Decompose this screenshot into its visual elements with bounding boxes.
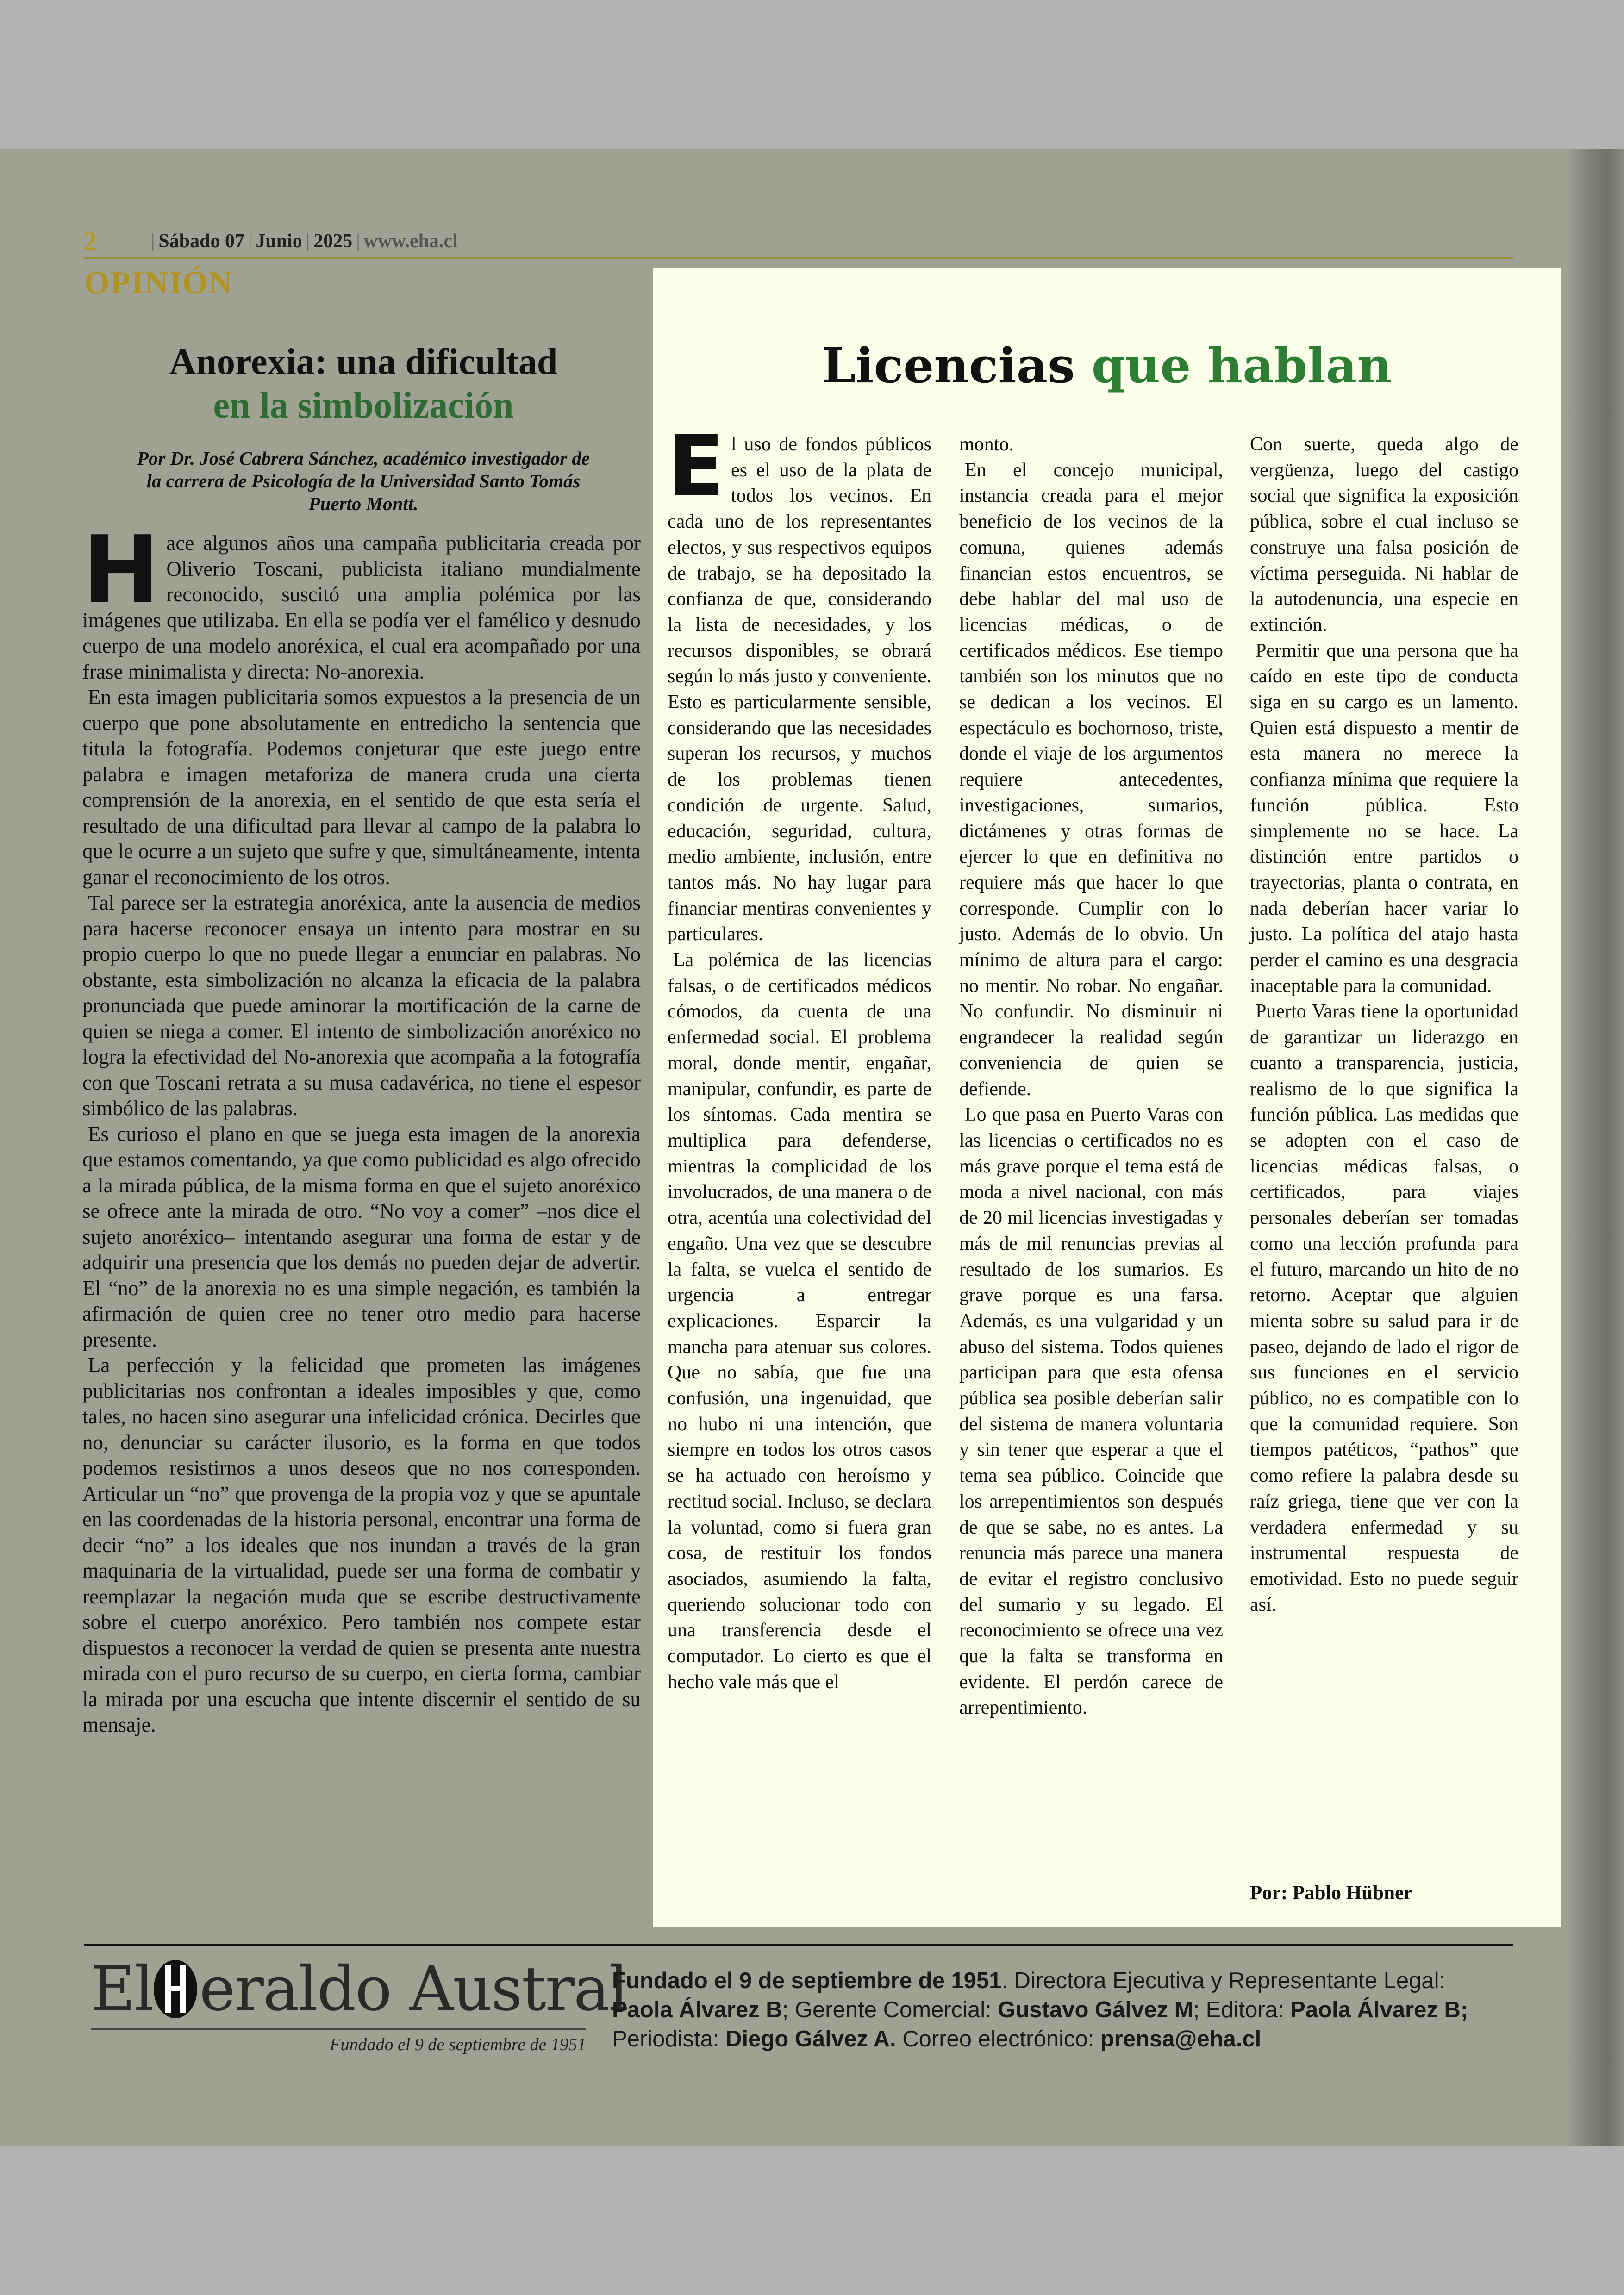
director-label: . Directora Ejecutiva y Representante Legal: <box>1001 1968 1446 1993</box>
right-col3-paragraph-1: Con suerte, queda algo de vergüenza, luego del castigo social que significa la exposición pública, sobre el cual incluso se construye una falsa posición de víctima perseguida. Ni hablar de la autodenuncia, una especie en extinción. <box>1250 434 1518 636</box>
left-paragraph-3: Tal parece ser la estrategia anoréxica, ante la ausencia de medios para hacerse reconocer ensaya un intento para mostrar en su propio cuerpo lo que no puede llegar a enunciar en palabras. No obstante, esta simbolización no alcanza la eficacia de la palabra pronunciada que puede aminorar la mortificación de la carne de quien se niega a comer. El intento de simbolización anoréxico no logra la efectividad del No-anorexia que acompaña a la fotografía con que Toscani retrata a su musa cadavérica, no tiene el espesor simbólico de las palabras. <box>82 891 641 1120</box>
email-label: Correo electrónico: <box>896 2027 1094 2052</box>
right-col2-paragraph-1: En el concejo municipal, instancia creada para el mejor beneficio de los vecinos de la comuna, quienes además financian estos encuentros, se debe hablar del mal uso de licencias médicas, o de certificados médicos. Ese tiempo también son los minutos que no se dedican a los vecinos. El espectáculo es bochornoso, triste, donde el viaje de los argumentos requiere antecedentes, investigaciones, sumarios, dictámenes y otras formas de ejercer lo que en definitiva no requiere más que hacer lo que corresponde. Cumplir con lo justo. Además de lo obvio. Un mínimo de altura para el cargo: no mentir. No robar. No engañar. No confundir. No disminuir ni engrandecer la realidad según conveniencia de quien se defiende. <box>959 459 1223 1100</box>
email-link[interactable]: prensa@eha.cl <box>1100 2027 1262 2052</box>
journalist-name: Diego Gálvez A. <box>725 2027 896 2052</box>
right-title-green: que hablan <box>1091 337 1392 394</box>
founded-date: Fundado el 9 de septiembre de 1951 <box>612 1968 1002 1993</box>
left-article-body <box>82 516 641 1738</box>
section-title: OPINIÓN <box>84 265 233 301</box>
manager-label: ; Gerente Comercial: <box>782 1997 992 2022</box>
page-number: 2 <box>83 226 97 256</box>
right-article-panel <box>653 268 1561 1927</box>
right-col1-paragraph-1-text: l uso de fondos públicos es el uso de la plata de todos los vecinos. En cada uno de los representantes electos, y sus respectivos equipos de trabajo, se ha depositado la confianza de que, considerando la lista de necesidades, y los recursos disponibles, se obrará según lo más justo y conveniente. Esto es particularmente sensible, considerando que las necesidades superan los recursos, y muchos de los problemas tienen condición de urgente. Salud, educación, seguridad, cultura, medio ambiente, inclusión, entre tantos más. No hay lugar para financiar mentiras convenientes y particulares. <box>668 434 931 945</box>
left-paragraph-5: La perfección y la felicidad que prometen las imágenes publicitarias nos confrontan a ideales imposibles y que, como tales, no hacen sino asegurar una infelicidad crónica. Decirles que no, denunciar su carácter ilusorio, es la forma en que todos podemos resistirnos a unos deseos que no nos corresponden. Articular un “no” que provenga de la propia voz y que se apuntale en las coordenadas de la historia personal, encontrar una forma de decir “no” a los ideales que nos inundan a través de la gran maquinaria de la virtualidad, puede ser una forma de combatir y reemplazar la negación muda que se escribe destructivamente sobre el cuerpo anoréxico. Pero también nos compete estar dispuestos a reconocer la verdad de quien se presenta ante nuestra mirada con el puro recurso de su cuerpo, en cierta forma, cambiar la mirada por una escucha que intente discernir el sentido de su mensaje. <box>82 1353 641 1736</box>
right-col3-paragraph-2: Permitir que una persona que ha caído en este tipo de conducta siga en su cargo es un lamento. Quien está dispuesto a mentir de esta manera no merece la confianza mínima que requiere la función pública. Esto simplemente no se hace. La distinción entre partidos o trayectorias, planta o contrata, en nada deberían hacer variar lo justo. La política del atajo hasta perder el camino es una desgracia inaceptable para la comunidad. <box>1250 640 1518 997</box>
logo-rest: eraldo Austral <box>199 1953 628 2025</box>
date-day: Sábado 07 <box>158 231 244 252</box>
left-paragraph-4: Es curioso el plano en que se juega esta imagen de la anorexia que estamos comentando, ya que como publicidad es algo ofrecido a la mirada pública, de la misma forma en que el sujeto anoréxico se ofrece ante la mirada de otro. “No voy a comer” –nos dice el sujeto anoréxico– intentando asegurar una forma de estar y de adquirir una presencia que los demás no pueden dejar de advertir. El “no” de la anorexia no es una simple negación, es también la afirmación de quien cree no tener otro medio para hacerse presente. <box>82 1122 641 1351</box>
editor-name: Paola Álvarez B; <box>1290 1997 1468 2022</box>
left-paragraph-2: En esta imagen publicitaria somos expuestos a la presencia de un cuerpo que pone absolutamente en entredicho la sentencia que titula la fotografía. Podemos conjeturar que este juego entre palabra e imagen metaforiza de manera cruda una cierta comprensión de la anorexia, en el sentido de que esta sería el resultado de una dificultad para llevar al campo de la palabra lo que le ocurre a un sujeto que sufre y que, simultáneamente, intenta ganar el reconocimiento de los otros. <box>82 686 641 889</box>
right-col2-paragraph-2: Lo que pasa en Puerto Varas con las licencias o certificados no es más grave porque el tema está de moda a nivel nacional, con más de 20 mil licencias investigadas y más de mil renuncias previas al resultado de los sumarios. Es grave porque es una farsa. Además, es una vulgaridad y un abuso del sistema. Todos quienes participan para que esta ofensa pública sea posible deberían salir del sistema de manera voluntaria y sin tener que esperar a que el tema sea público. Coincide que los arrepentimientos son después de que se sabe, no es antes. La renuncia más parece una manera de evitar el registro conclusivo del sumario y su legado. El reconocimiento se ofrece una vez que la falta se transforma en evidente. El perdón carece de arrepentimiento. <box>959 1104 1223 1719</box>
right-title-black: Licencias <box>822 337 1075 394</box>
footer-rule <box>84 1944 1513 1946</box>
left-paragraph-1-text: ace algunos años una campaña publicitaria creada por Oliverio Toscani, publicista italiano mundialmente reconocido, suscitó una amplia polémica por las imágenes que utilizaba. En ella se podía ver el famélico y desnudo cuerpo de una modelo anoréxica, el cual era acompañado por una frase minimalista y directa: No-anorexia. <box>82 531 641 683</box>
right-article-signature: Por: Pablo Hübner <box>1250 1882 1413 1904</box>
right-col2-continuation: monto. <box>959 434 1014 455</box>
right-col3-paragraph-3: Puerto Varas tiene la oportunidad de garantizar un liderazgo en cuanto a transparencia, justicia, realismo de lo que significa la función pública. Las medidas que se adopten con el caso de licencias médicas falsas, o certificados, para viajes personales deberían ser tomadas como una lección profunda para el futuro, marcando un hito de no retorno. Aceptar que alguien mienta sobre su salud para ir de paseo, dejando de lado el rigor de sus funciones en el servicio público, no es compatible con lo que la comunidad requiere. Son tiempos patéticos, “pathos” que como refiere la palabra desde su raíz griega, tiene que ver con la verdadera enfermedad y su instrumental respuesta de emotividad. Esto no puede seguir así. <box>1250 1001 1518 1615</box>
journalist-label: Periodista: <box>612 2027 719 2052</box>
dateline: | Sábado 07 | Junio | 2025 | www.eha.cl <box>151 231 458 252</box>
logo-h-emblem-icon <box>153 1959 198 2019</box>
website-link[interactable]: www.eha.cl <box>363 231 458 252</box>
logo-prefix: El <box>91 1953 153 2025</box>
header-rule <box>84 257 1513 259</box>
right-column-3 <box>1250 432 1518 1618</box>
right-column-2 <box>959 432 1223 1721</box>
logo-tagline: Fundado el 9 de septiembre de 1951 <box>330 2035 586 2054</box>
left-article-byline: Por Dr. José Cabrera Sánchez, académico investigador de la carrera de Psicología de la Universidad Santo Tomás Puerto Montt. <box>137 448 590 514</box>
logo-wordmark <box>91 1953 628 2025</box>
right-article-title <box>653 337 1561 394</box>
newspaper-logo <box>91 1953 628 2054</box>
logo-underline <box>91 2028 586 2030</box>
left-title-line2: en la simbolización <box>213 385 514 426</box>
left-article-title <box>84 340 643 427</box>
manager-name: Gustavo Gálvez M <box>998 1997 1193 2022</box>
right-col1-paragraph-2: La polémica de las licencias falsas, o de certificados médicos cómodos, da cuenta de una enfermedad social. El problema moral, donde mentir, engañar, manipular, confundir, es parte de los síntomas. Cada mentira se multiplica para defenderse, mientras la complicidad de los involucrados, de una manera o de otra, acentúa una colectividad del engaño. Una vez que se descubre la falta, se vuelca el sentido de urgencia a entregar explicaciones. Esparcir la mancha para atenuar sus colores. Que no sabía, que fue una confusión, una ingenuidad, que no hubo ni una intención, que siempre en todos los otros casos se ha actuado con heroísmo y rectitud social. Incluso, se declara la voluntad, como si fuera gran cosa, de restituir los fondos asociados, asumiendo la falta, queriendo solucionar todo con una transferencia desde el computador. Lo cierto es que el hecho vale más que el <box>668 949 931 1693</box>
right-column-1 <box>668 418 931 1695</box>
date-year: 2025 <box>313 231 353 252</box>
page-gutter-shadow <box>1568 149 1624 2146</box>
right-col1-paragraph-1 <box>668 418 931 948</box>
director-name: Paola Álvarez B <box>612 1997 782 2022</box>
date-month: Junio <box>256 231 302 252</box>
left-title-line1: Anorexia: una dificultad <box>169 342 558 382</box>
left-paragraph-1 <box>82 516 641 685</box>
left-dropcap: H <box>82 516 160 624</box>
editor-label: ; Editora: <box>1193 1997 1284 2022</box>
right-dropcap: E <box>668 418 725 515</box>
staff-credits <box>612 1966 1515 2054</box>
